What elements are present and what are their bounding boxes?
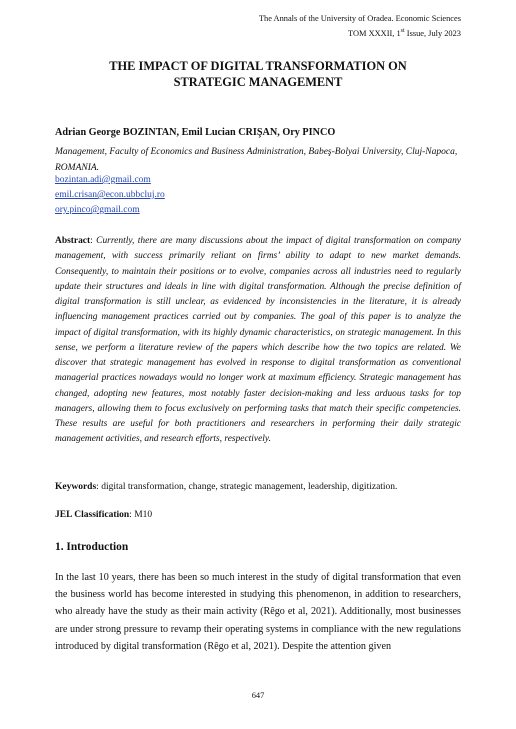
abstract: Abstract: Currently, there are many discussions about the impact of digital transformation on company management, with success primarily reliant on firms’ ability to adapt to new market demands. Consequently, to maintain their positions or to evolve, companies across all industries need to regularly update their structures and ideals in line with digital transformation. Although the precise definition of digital transformation is still unclear, as evidenced by inconsistencies in the literature, it is already influencing management practices carried out by companies. The goal of this paper is to analyze the impact of digital transformation, with its highly dynamic characteristics, on strategic management. In this sense, we perform a literature review of the papers which describe how the two topics are related. We discover that strategic management has evolved in response to digital transformation as conventional managerial practices nowadays would no longer work at maximum efficiency. Strategic management has changed, adopting new features, most notably faster decision-making and less arduous tasks for top managers, allowing them to focus exclusively on performing tasks that match their specific competencies. These results are useful for both practitioners and researchers in performing their daily strategic management activities, and research efforts, respectively. xyxy=(55,236,461,445)
running-header xyxy=(259,13,461,40)
issue-info xyxy=(259,25,461,40)
jel-label: JEL Classification xyxy=(55,510,130,520)
issue-sup: st xyxy=(400,28,405,34)
abstract-label: Abstract xyxy=(55,236,91,246)
affiliation: Management, Faculty of Economics and Business Administration, Babeş-Bolyai University, Cluj-Napoca, ROMANIA. xyxy=(55,147,458,173)
jel-classification: JEL Classification: M10 xyxy=(55,510,153,520)
page-number: 647 xyxy=(251,691,265,700)
keywords-text: digital transformation, change, strategic management, leadership, digitization. xyxy=(101,482,398,492)
issue-prefix: TOM XXXII, 1 xyxy=(348,28,401,38)
abstract-text: Currently, there are many discussions about the impact of digital transformation on company management, with success primarily reliant on firms’ ability to adapt to new market demands. Consequently, to maintain their positions or to evolve, companies across all industries need to regularly update their structures and ideals in line with digital transformation. Although the precise definition of digital transformation is still unclear, as evidenced by inconsistencies in the literature, it is already influencing management practices carried out by companies. The goal of this paper is to analyze the impact of digital transformation, with its highly dynamic characteristics, on strategic management. In this sense, we perform a literature review of the papers which describe how the two topics are related. We discover that strategic management has evolved in response to digital transformation as conventional managerial practices nowadays would no longer work at maximum efficiency. Strategic management has changed, adopting new features, most notably faster decision-making and less arduous tasks for top managers, allowing them to focus exclusively on performing tasks that match their specific competencies. These results are useful for both practitioners and researchers in performing their daily strategic management activities, and research efforts, respectively. xyxy=(55,236,461,445)
email-link-3[interactable]: ory.pinco@gmail.com xyxy=(55,205,140,215)
section-heading: 1. Introduction xyxy=(55,541,129,553)
keywords-label: Keywords xyxy=(55,482,97,492)
introduction-paragraph: In the last 10 years, there has been so much interest in the study of digital transformation that even the business world has become interested in studying this phenomenon, in addition to researchers, who already have the study as their main activity (Rêgo et al, 2021). Additionally, most businesses are under strong pressure to revamp their operating systems in compliance with the new regulations introduced by digital transformation (Rêgo et al, 2021). Despite the attention given xyxy=(55,572,461,652)
email-link-2[interactable]: emil.crisan@econ.ubbcluj.ro xyxy=(55,190,165,200)
email-list xyxy=(55,173,165,218)
title-line-2: STRATEGIC MANAGEMENT xyxy=(173,75,343,89)
title-line-1: THE IMPACT OF DIGITAL TRANSFORMATION ON xyxy=(109,59,407,73)
author-list: Adrian George BOZINTAN, Emil Lucian CRIŞAN, Ory PINCO xyxy=(55,127,336,138)
issue-suffix: Issue, July 2023 xyxy=(404,28,461,38)
keywords: Keywords: digital transformation, change, strategic management, leadership, digitization. xyxy=(55,482,398,492)
email-link-1[interactable]: bozintan.adi@gmail.com xyxy=(55,175,151,185)
journal-name: The Annals of the University of Oradea. Economic Sciences xyxy=(258,14,461,23)
jel-text: M10 xyxy=(134,510,153,520)
paper-title xyxy=(55,58,461,90)
